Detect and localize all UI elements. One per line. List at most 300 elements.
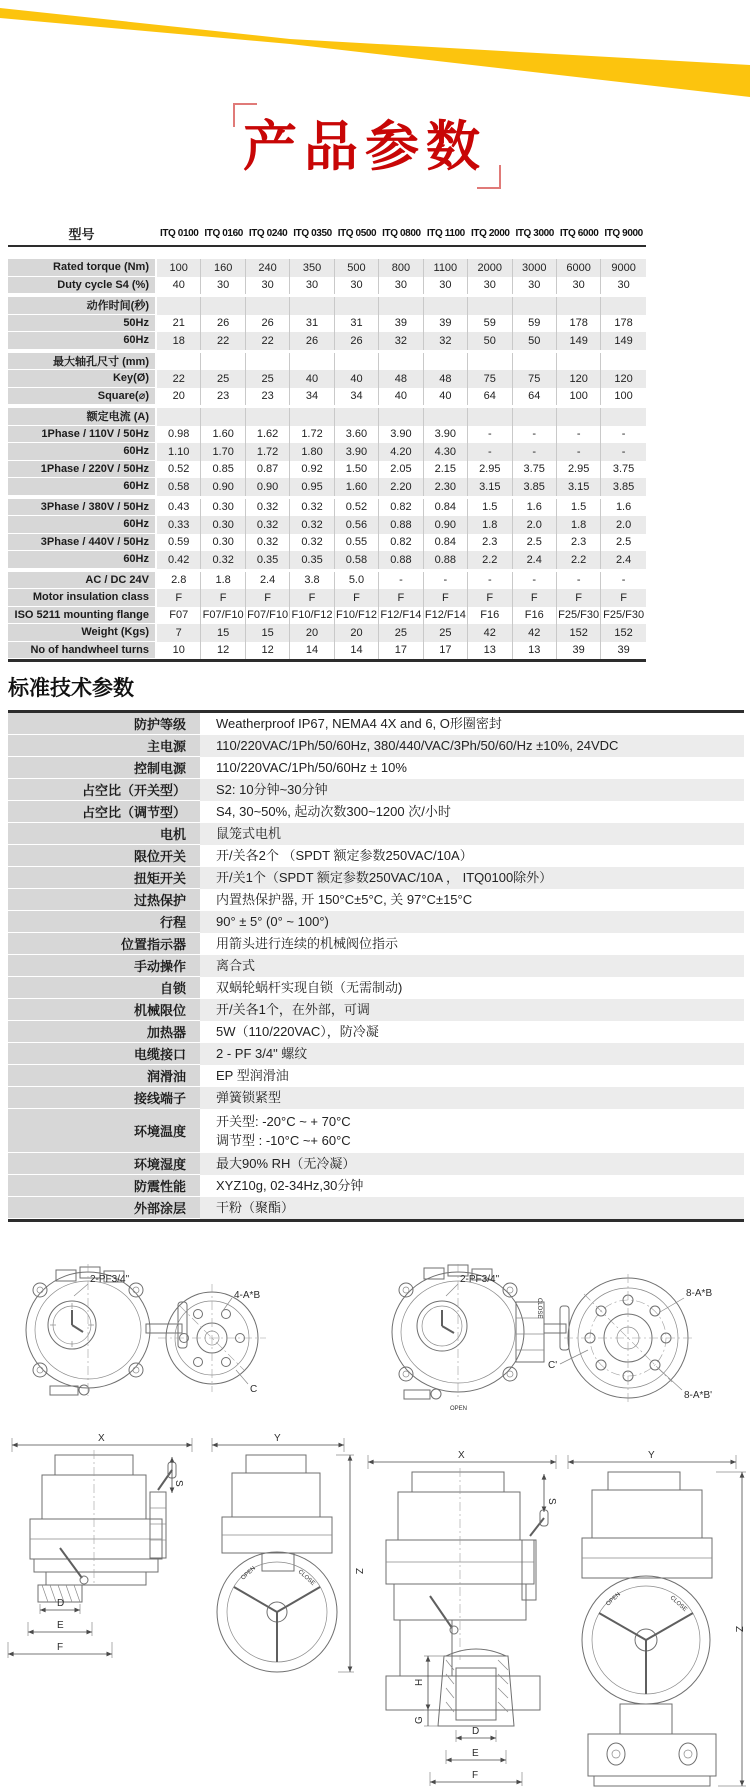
ribbon-shape <box>0 8 750 97</box>
spec-cell <box>513 408 557 426</box>
spec-row-label: 1Phase / 110V / 50Hz <box>8 426 155 444</box>
spec-cell: 152 <box>557 624 601 642</box>
spec-cell: 0.90 <box>424 516 468 534</box>
spec-cell: 1.60 <box>335 478 379 496</box>
spec-model-header: ITQ 0350 <box>293 228 332 239</box>
spec-cell: 42 <box>468 624 512 642</box>
tech-row-label: 扭矩开关 <box>8 867 200 889</box>
tech-row-value <box>200 1153 744 1175</box>
spec-cell: 20 <box>290 624 334 642</box>
title-bracket-bottom-right <box>477 165 501 189</box>
tech-row <box>8 1175 744 1197</box>
open-label-top-view: OPEN <box>450 1406 468 1412</box>
tech-row-label: 主电源 <box>8 735 200 757</box>
spec-cell: 1.10 <box>157 443 201 461</box>
spec-cell: 15 <box>201 624 245 642</box>
spec-cell <box>557 297 601 315</box>
spec-cell <box>246 353 290 371</box>
tech-row-value <box>200 867 744 889</box>
spec-cell: 23 <box>246 388 290 406</box>
tech-value-line: 开/关各2个 （SPDT 额定参数250VAC/10A） <box>216 848 473 864</box>
spec-row <box>8 516 646 534</box>
tech-row <box>8 823 744 845</box>
spec-cell: 0.42 <box>157 551 201 569</box>
tech-row-label: 加热器 <box>8 1021 200 1043</box>
tech-row <box>8 999 744 1021</box>
spec-cell: 100 <box>557 388 601 406</box>
spec-cell: 1.6 <box>601 499 645 517</box>
spec-cell: 800 <box>379 259 423 277</box>
spec-row-label: 60Hz <box>8 443 155 461</box>
spec-cell: 0.58 <box>335 551 379 569</box>
spec-cell: 1.8 <box>557 516 601 534</box>
spec-cell: 0.43 <box>157 499 201 517</box>
tech-row <box>8 911 744 933</box>
spec-cell: 2.05 <box>379 461 423 479</box>
spec-cell: 64 <box>513 388 557 406</box>
spec-cell: 2.5 <box>513 534 557 552</box>
spec-cell: - <box>557 443 601 461</box>
tech-row-value <box>200 1175 744 1197</box>
spec-cell: 3.8 <box>290 572 334 590</box>
spec-cell: 2.4 <box>601 551 645 569</box>
spec-cell: 13 <box>513 642 557 660</box>
x-dim-label-left: X <box>98 1433 105 1444</box>
spec-cell: 3.75 <box>601 461 645 479</box>
spec-cell: 1.80 <box>290 443 334 461</box>
spec-cell: F <box>335 589 379 607</box>
tech-row <box>8 1197 744 1219</box>
spec-row-label: 1Phase / 220V / 50Hz <box>8 461 155 479</box>
tech-value-line: 开/关1个（SPDT 额定参数250VAC/10A ， ITQ0100除外） <box>216 870 553 886</box>
spec-cell: 2.4 <box>513 551 557 569</box>
spec-cell: 1.8 <box>201 572 245 590</box>
spec-cell: 25 <box>424 624 468 642</box>
spec-row <box>8 461 646 479</box>
spec-row-label: 60Hz <box>8 516 155 534</box>
spec-cell: F <box>157 589 201 607</box>
spec-cell: 0.32 <box>290 516 334 534</box>
spec-cell: 30 <box>513 277 557 295</box>
spec-row <box>8 353 646 371</box>
spec-row <box>8 624 646 642</box>
spec-cell: 1.50 <box>335 461 379 479</box>
large-actuator-front-view <box>368 1450 557 1786</box>
spec-cell <box>557 353 601 371</box>
spec-cell: 0.90 <box>201 478 245 496</box>
spec-cell: 25 <box>246 370 290 388</box>
spec-cell: 10 <box>157 642 201 660</box>
tech-row-value <box>200 845 744 867</box>
close-label-top-view: CLOSE <box>536 1298 542 1319</box>
eight-ab-label: 8-A*B <box>686 1288 713 1299</box>
spec-cell: 64 <box>468 388 512 406</box>
spec-cell: F <box>513 589 557 607</box>
eight-ab-prime-label: 8-A*B' <box>684 1390 713 1401</box>
spec-cell <box>601 297 645 315</box>
spec-row-data <box>157 259 646 277</box>
spec-cell: 3.15 <box>468 478 512 496</box>
spec-row-label: 3Phase / 440V / 50Hz <box>8 534 155 552</box>
spec-cell <box>424 297 468 315</box>
f-dim-label-left: F <box>57 1642 64 1653</box>
spec-cell: 1.5 <box>557 499 601 517</box>
spec-row <box>8 443 646 461</box>
tech-row-label: 电机 <box>8 823 200 845</box>
spec-row-label: 60Hz <box>8 478 155 496</box>
spec-row-label: 3Phase / 380V / 50Hz <box>8 499 155 517</box>
spec-model-label: 型号 <box>68 227 95 242</box>
spec-cell: 34 <box>335 388 379 406</box>
spec-cell: 1.5 <box>468 499 512 517</box>
spec-row <box>8 426 646 444</box>
z-dim-label-right: Z <box>733 1626 744 1633</box>
spec-cell: 18 <box>157 332 201 350</box>
tech-value-line: 开/关各1个，在外部，可调 <box>216 1002 370 1018</box>
spec-cell: F <box>290 589 334 607</box>
tech-row <box>8 713 744 735</box>
spec-cell: 3.85 <box>513 478 557 496</box>
tech-row <box>8 845 744 867</box>
spec-cell: 30 <box>424 277 468 295</box>
spec-row-data <box>157 551 646 569</box>
spec-row-label: 最大轴孔尺寸 (mm) <box>8 353 155 371</box>
spec-cell: F16 <box>513 607 557 625</box>
spec-row <box>8 642 646 660</box>
spec-cell <box>201 408 245 426</box>
tech-row-label: 机械限位 <box>8 999 200 1021</box>
spec-cell <box>335 408 379 426</box>
spec-row-data <box>157 388 646 406</box>
spec-cell: 59 <box>468 315 512 333</box>
spec-cell: - <box>424 572 468 590</box>
spec-cell: 500 <box>335 259 379 277</box>
tech-row-label: 行程 <box>8 911 200 933</box>
spec-cell: 0.52 <box>335 499 379 517</box>
tech-row-value <box>200 1197 744 1219</box>
spec-cell: 0.32 <box>246 499 290 517</box>
spec-cell: 23 <box>201 388 245 406</box>
spec-cell: 30 <box>468 277 512 295</box>
tech-value-line: S2: 10分钟~30分钟 <box>216 782 328 798</box>
tech-row <box>8 977 744 999</box>
spec-cell: 13 <box>468 642 512 660</box>
tech-value-line: 鼠笼式电机 <box>216 826 282 842</box>
spec-row <box>8 408 646 426</box>
spec-cell: 0.98 <box>157 426 201 444</box>
spec-cell: 100 <box>157 259 201 277</box>
tech-row-value <box>200 801 744 823</box>
spec-row-label: 动作时间(秒) <box>8 297 155 315</box>
spec-cell: 0.32 <box>246 534 290 552</box>
spec-cell: 22 <box>157 370 201 388</box>
spec-row-data <box>157 443 646 461</box>
close-label-right-wheel: CLOSE <box>668 1595 688 1614</box>
spec-cell: 0.35 <box>290 551 334 569</box>
spec-cell: 50 <box>468 332 512 350</box>
spec-row-label: 60Hz <box>8 332 155 350</box>
spec-cell: 22 <box>246 332 290 350</box>
spec-row-data <box>157 572 646 590</box>
spec-cell: - <box>468 443 512 461</box>
spec-cell: 3.90 <box>424 426 468 444</box>
tech-value-line: XYZ10g, 02-34Hz,30分钟 <box>216 1178 364 1194</box>
spec-cell <box>157 408 201 426</box>
spec-cell: 0.90 <box>246 478 290 496</box>
spec-cell: 4.20 <box>379 443 423 461</box>
spec-table-header <box>8 224 646 247</box>
spec-cell: 40 <box>379 388 423 406</box>
spec-cell: 75 <box>468 370 512 388</box>
c-prime-label: C' <box>548 1360 558 1371</box>
c-label: C <box>250 1384 258 1395</box>
close-label-left-wheel: CLOSE <box>296 1569 316 1588</box>
spec-cell: 3.75 <box>513 461 557 479</box>
e-dim-label-left: E <box>57 1620 64 1631</box>
tech-value-line: S4, 30~50%, 起动次数300~1200 次/小时 <box>216 804 451 820</box>
spec-cell: F <box>201 589 245 607</box>
spec-cell: F10/F12 <box>290 607 334 625</box>
spec-cell: 0.30 <box>201 534 245 552</box>
spec-cell: 0.95 <box>290 478 334 496</box>
tech-row-value <box>200 757 744 779</box>
spec-row-data <box>157 426 646 444</box>
spec-cell: - <box>513 426 557 444</box>
tech-value-line: 90° ± 5° (0° ~ 100°) <box>216 914 329 930</box>
spec-cell: 0.30 <box>201 516 245 534</box>
tech-row-value <box>200 889 744 911</box>
tech-value-line: 调节型 : -10°C ~+ 60°C <box>216 1133 351 1148</box>
spec-row <box>8 551 646 569</box>
spec-cell: F16 <box>468 607 512 625</box>
spec-cell: 3.15 <box>557 478 601 496</box>
small-actuator-top-view <box>26 1264 187 1396</box>
spec-cell: 34 <box>290 388 334 406</box>
e-dim-label-right: E <box>472 1748 479 1759</box>
spec-cell: 39 <box>601 642 645 660</box>
spec-model-header: ITQ 0500 <box>337 228 377 239</box>
spec-cell: 39 <box>424 315 468 333</box>
spec-cell: 40 <box>157 277 201 295</box>
spec-cell: 0.87 <box>246 461 290 479</box>
spec-cell: 40 <box>424 388 468 406</box>
tech-row-label: 润滑油 <box>8 1065 200 1087</box>
spec-cell: 2.2 <box>557 551 601 569</box>
spec-cell: 3.60 <box>335 426 379 444</box>
spec-cell: 2.5 <box>601 534 645 552</box>
spec-row-label: Key(Ø) <box>8 370 155 388</box>
spec-row <box>8 388 646 406</box>
spec-cell: - <box>513 443 557 461</box>
tech-row-value <box>200 1065 744 1087</box>
open-label-left-wheel: OPEN <box>240 1565 257 1582</box>
spec-cell <box>335 353 379 371</box>
tech-row-value <box>200 1043 744 1065</box>
tech-row <box>8 955 744 977</box>
spec-cell: 0.59 <box>157 534 201 552</box>
open-label-right-wheel: OPEN <box>605 1591 622 1608</box>
spec-row-label: Weight (Kgs) <box>8 624 155 642</box>
spec-cell: F <box>379 589 423 607</box>
spec-cell: - <box>557 572 601 590</box>
tech-row-value <box>200 1109 744 1153</box>
spec-cell: 25 <box>379 624 423 642</box>
spec-row-label: Motor insulation class <box>8 589 155 607</box>
large-actuator-side-view <box>568 1450 746 1786</box>
spec-cell: F25/F30 <box>557 607 601 625</box>
spec-cell <box>379 297 423 315</box>
spec-cell <box>424 353 468 371</box>
spec-cell: 2.95 <box>557 461 601 479</box>
spec-cell: 2.0 <box>513 516 557 534</box>
spec-cell <box>601 408 645 426</box>
tech-row-value <box>200 735 744 757</box>
spec-cell: - <box>601 443 645 461</box>
spec-cell <box>335 297 379 315</box>
spec-row <box>8 332 646 350</box>
spec-model-header: ITQ 3000 <box>515 228 554 239</box>
small-actuator-front-view <box>8 1433 192 1658</box>
spec-cell <box>201 353 245 371</box>
spec-cell: 22 <box>201 332 245 350</box>
tech-row <box>8 757 744 779</box>
small-actuator-flange-view <box>158 1284 266 1395</box>
spec-cell: 40 <box>290 370 334 388</box>
spec-cell: - <box>379 572 423 590</box>
spec-cell: 6000 <box>557 259 601 277</box>
tech-row-label: 占空比（开关型） <box>8 779 200 801</box>
g-dim-label: G <box>414 1716 425 1724</box>
spec-cell: 2.2 <box>468 551 512 569</box>
spec-cell: 42 <box>513 624 557 642</box>
spec-model-header: ITQ 6000 <box>559 228 599 239</box>
spec-cell: 2.95 <box>468 461 512 479</box>
large-actuator-flange-view <box>548 1274 712 1402</box>
y-dim-label-right: Y <box>648 1450 655 1461</box>
z-dim-label-left: Z <box>353 1568 364 1575</box>
spec-cell: 0.32 <box>290 534 334 552</box>
spec-cell: 0.88 <box>379 516 423 534</box>
tech-value-line: 110/220VAC/1Ph/50/60Hz ± 10% <box>216 760 407 776</box>
s-dim-label-right: S <box>546 1498 557 1505</box>
spec-cell: 75 <box>513 370 557 388</box>
spec-cell: 30 <box>246 277 290 295</box>
spec-row-data <box>157 534 646 552</box>
tech-row-label: 外部涂层 <box>8 1197 200 1219</box>
spec-cell: 1.72 <box>290 426 334 444</box>
spec-row-data <box>157 589 646 607</box>
spec-cell: 350 <box>290 259 334 277</box>
spec-cell <box>290 297 334 315</box>
spec-cell: 59 <box>513 315 557 333</box>
spec-cell: 1100 <box>424 259 468 277</box>
tech-row-label: 电缆接口 <box>8 1043 200 1065</box>
spec-cell: 1.6 <box>513 499 557 517</box>
tech-row-label: 防震性能 <box>8 1175 200 1197</box>
spec-cell <box>513 353 557 371</box>
tech-row <box>8 1087 744 1109</box>
spec-cell: 39 <box>557 642 601 660</box>
spec-cell: 0.33 <box>157 516 201 534</box>
page-title: 产品参数 <box>243 117 487 177</box>
tech-row-value <box>200 1021 744 1043</box>
spec-row-label: No of handwheel turns <box>8 642 155 660</box>
spec-cell <box>379 353 423 371</box>
pf34-label-right: 2-PF3/4" <box>460 1274 500 1285</box>
spec-cell: 32 <box>379 332 423 350</box>
spec-cell: F07/F10 <box>246 607 290 625</box>
spec-row-label: 额定电流 (A) <box>8 408 155 426</box>
s-dim-label-left: S <box>173 1480 184 1487</box>
spec-row-data <box>157 516 646 534</box>
tech-row-value <box>200 779 744 801</box>
tech-value-line: 最大90% RH（无冷凝） <box>216 1156 356 1172</box>
spec-cell: 20 <box>157 388 201 406</box>
spec-cell: 5.0 <box>335 572 379 590</box>
spec-cell: 0.35 <box>246 551 290 569</box>
pf34-label-left: 2-PF3/4" <box>90 1274 130 1285</box>
y-dim-label-left: Y <box>274 1433 281 1444</box>
spec-row <box>8 607 646 625</box>
spec-cell: 48 <box>424 370 468 388</box>
spec-row-label: Square(⌀) <box>8 388 155 406</box>
spec-cell: F <box>468 589 512 607</box>
spec-cell: 4.30 <box>424 443 468 461</box>
tech-row-label: 限位开关 <box>8 845 200 867</box>
spec-cell: 0.84 <box>424 499 468 517</box>
spec-cell: 32 <box>424 332 468 350</box>
spec-cell: 0.32 <box>201 551 245 569</box>
tech-row-value <box>200 911 744 933</box>
spec-model-row <box>157 228 646 239</box>
spec-row-data <box>157 332 646 350</box>
spec-cell: 0.84 <box>424 534 468 552</box>
spec-cell: 39 <box>379 315 423 333</box>
spec-cell: 2.3 <box>557 534 601 552</box>
spec-cell: - <box>557 426 601 444</box>
tech-value-line: 5W（110/220VAC），防冷凝 <box>216 1024 379 1040</box>
spec-row-data <box>157 277 646 295</box>
spec-cell: 26 <box>201 315 245 333</box>
dimension-drawings <box>0 1240 750 1792</box>
spec-cell: 1.72 <box>246 443 290 461</box>
h-dim-label: H <box>414 1678 425 1686</box>
spec-row-data <box>157 642 646 660</box>
spec-cell: 30 <box>290 277 334 295</box>
spec-cell: 2.20 <box>379 478 423 496</box>
d-dim-label-right: D <box>472 1726 480 1737</box>
spec-cell <box>424 408 468 426</box>
tech-row-value <box>200 933 744 955</box>
spec-cell: - <box>513 572 557 590</box>
spec-cell: 0.32 <box>290 499 334 517</box>
spec-cell: 149 <box>557 332 601 350</box>
spec-cell: 31 <box>335 315 379 333</box>
spec-model-header: ITQ 0160 <box>204 228 243 239</box>
tech-row <box>8 1065 744 1087</box>
tech-value-line: 离合式 <box>216 958 256 974</box>
spec-table-body <box>8 259 646 662</box>
spec-cell: 0.52 <box>157 461 201 479</box>
spec-cell <box>246 408 290 426</box>
spec-row-data <box>157 353 646 371</box>
spec-model-header: ITQ 0240 <box>248 228 288 239</box>
tech-value-line: 用箭头进行连续的机械阀位指示 <box>216 936 399 952</box>
spec-row-label: ISO 5211 mounting flange <box>8 607 155 625</box>
spec-cell: - <box>601 572 645 590</box>
tech-row-value <box>200 955 744 977</box>
spec-cell: 48 <box>379 370 423 388</box>
